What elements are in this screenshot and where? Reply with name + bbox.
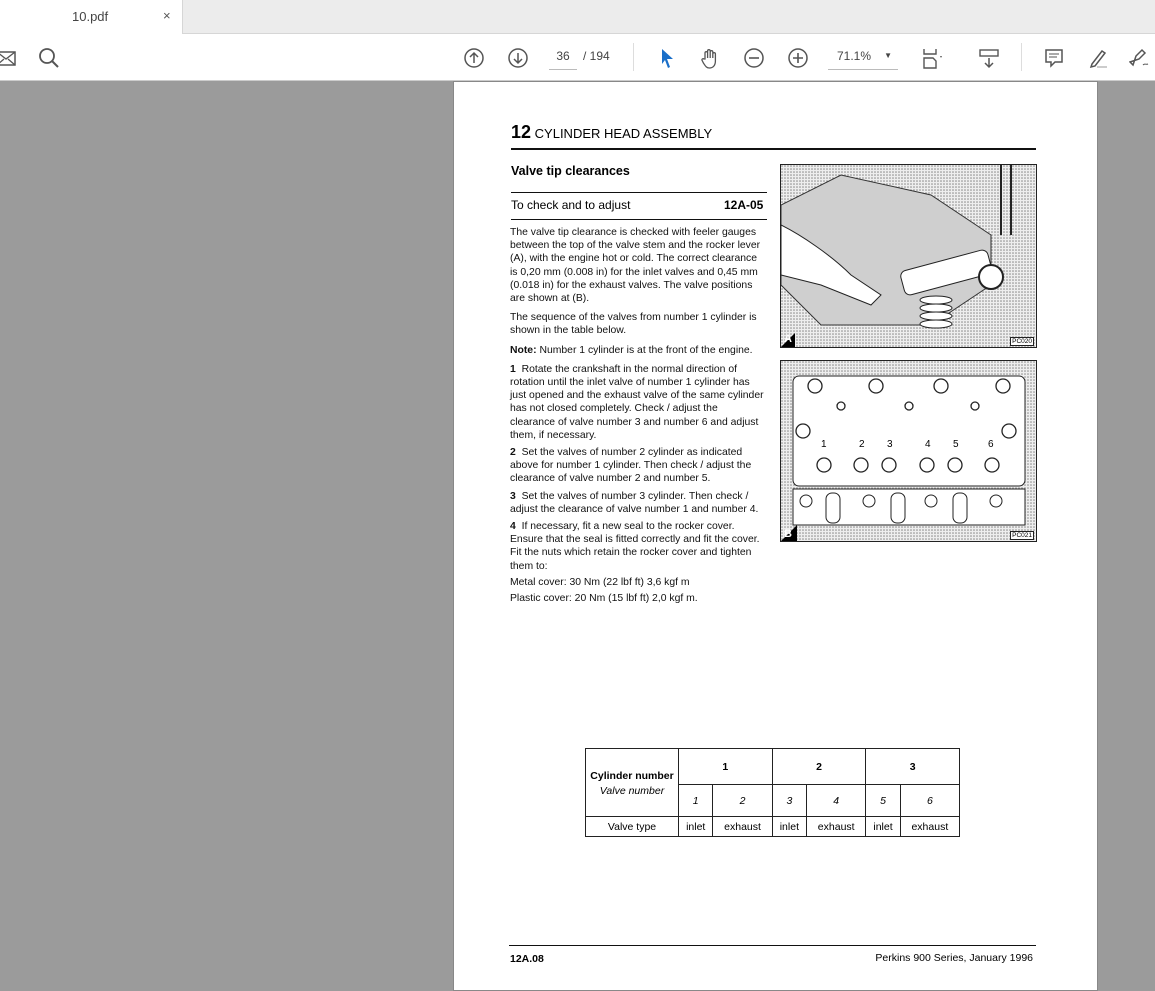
tab-10-pdf[interactable] [0,0,183,34]
chapter-heading [511,122,712,143]
step-text: Set the valves of number 2 cylinder as indicated above for number 1 cylinder. Then check / adjust the clearance of valve number 2 and number 5. [510,447,752,485]
search-icon[interactable] [37,46,61,70]
valve-number: 4 [925,439,931,450]
previous-page-icon[interactable] [462,46,486,70]
table-cell: 2 [772,749,866,785]
valve-layout-illustration [781,361,1036,541]
step [510,490,765,516]
table-cell: 1 [679,785,713,817]
step-text: If necessary, fit a new seal to the rocker cover. Ensure that the seal is fitted correctly and fit the cover. Fit the nuts which retain the rocker cover and tighten them to: [510,521,760,572]
table-header: Valve number [586,785,679,817]
step-text: Set the valves of number 3 cylinder. Then check / adjust the clearance of valve number 1 and number 4. [510,490,759,515]
comment-icon[interactable] [1042,46,1066,70]
table-row [586,817,960,837]
select-tool-icon[interactable] [655,46,679,70]
table-header: Cylinder number [586,749,679,785]
footer-rule [509,945,1036,946]
valve-number: 5 [953,439,959,450]
valve-number: 6 [988,439,994,450]
table-cell: inlet [866,817,900,837]
divider [633,43,634,71]
highlight-pen-icon[interactable] [1086,46,1110,70]
footer-page-code: 12A.08 [510,953,544,965]
subsection-code: 12A-05 [724,198,764,212]
step [510,446,765,486]
rule [511,219,767,220]
paragraph: The valve tip clearance is checked with feeler gauges between the top of the valve stem and the rocker lever (A), with the engine hot or cold. The correct clearance is 0,20 mm (0.008 in) for the inlet valves and 0,45 mm (0.018 in) for the exhaust valves. The valve positions are shown at (B). [510,227,761,305]
rule [511,192,767,193]
page-total: / 194 [583,49,610,63]
table-cell: 5 [866,785,900,817]
subsection-title: To check and to adjust [511,198,631,212]
step [510,520,765,573]
note-label: Note: [510,344,537,356]
chevron-down-icon: ▼ [884,51,892,60]
table-cell: 6 [900,785,959,817]
zoom-out-icon[interactable] [742,46,766,70]
zoom-in-icon[interactable] [786,46,810,70]
page-fit-icon[interactable] [920,46,944,70]
rocker-illustration [781,165,1036,347]
table-cell: exhaust [900,817,959,837]
table-cell: exhaust [807,817,866,837]
figure-a-rocker-lever [780,164,1037,348]
rule [511,148,1036,150]
figure-label: A [784,333,792,345]
step-number: 3 [510,490,516,502]
figure-b-valve-positions [780,360,1037,542]
valve-number: 2 [859,439,865,450]
step-number: 1 [510,363,516,375]
zoom-level-dropdown[interactable] [828,49,898,70]
step-number: 2 [510,447,516,459]
figure-code: PC020 [1012,338,1032,345]
footer-publication: Perkins 900 Series, January 1996 [875,952,1033,964]
hand-tool-icon[interactable] [698,46,722,70]
close-tab-icon[interactable]: × [163,8,171,23]
table-cell: 4 [807,785,866,817]
table-cell: 2 [713,785,772,817]
torque-plastic: Plastic cover: 20 Nm (15 lbf ft) 2,0 kgf m. [510,593,698,605]
table-row [586,785,960,817]
zoom-level: 71.1% [837,49,872,63]
table-cell: inlet [679,817,713,837]
table-cell: 3 [866,749,960,785]
step-text: Rotate the crankshaft in the normal direction of rotation until the inlet valve of number 1 cylinder has just opened and the exhaust valve of the same cylinder has not closed completely. Check / adjust the clearance of valve number 3 and number 6 and adjust them, if necessary. [510,363,764,441]
divider [1021,43,1022,71]
pdf-page [453,81,1098,991]
figure-code: PC021 [1012,532,1032,539]
table-cell: 3 [772,785,806,817]
tab-title: 10.pdf [72,9,109,24]
chapter-title: CYLINDER HEAD ASSEMBLY [534,126,713,141]
valve-number: 1 [821,439,827,450]
torque-metal: Metal cover: 30 Nm (22 lbf ft) 3,6 kgf m [510,576,690,588]
valve-sequence-table [585,748,960,837]
body-text [510,226,765,605]
table-cell: 1 [679,749,773,785]
paragraph: The sequence of the valves from number 1 cylinder is shown in the table below. [510,312,757,337]
toolbar [0,34,1155,81]
note-text: Number 1 cylinder is at the front of the engine. [536,344,753,356]
figure-label: B [784,528,792,540]
table-row [586,749,960,785]
tab-bar [0,0,1155,34]
page-number-input[interactable]: 36 [549,49,577,70]
chapter-number: 12 [511,122,532,142]
email-icon[interactable] [0,46,18,70]
next-page-icon[interactable] [506,46,530,70]
table-header: Valve type [586,817,679,837]
valve-number: 3 [887,439,893,450]
scroll-mode-icon[interactable] [977,46,1001,70]
step-number: 4 [510,521,516,533]
section-title: Valve tip clearances [511,164,630,178]
sign-icon[interactable] [1128,46,1152,70]
note [510,344,765,357]
step [510,363,765,442]
table-cell: inlet [772,817,806,837]
table-cell: exhaust [713,817,772,837]
